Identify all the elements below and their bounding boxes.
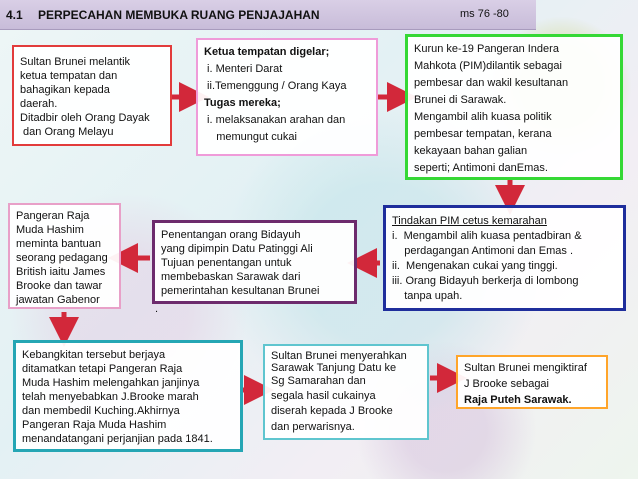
box5-line: yang dipimpin Datu Patinggi Ali [161, 243, 313, 255]
box-pangeran-raja-muda [8, 203, 121, 309]
box6-line: meminta bantuan [16, 238, 101, 250]
box6-line: Brooke dan tawar [16, 280, 103, 292]
box8-line: Sg Samarahan dan [271, 375, 366, 387]
box4-line: iii. Orang Bidayuh berkerja di lombong [392, 275, 579, 287]
box-tindakan-pim [383, 205, 626, 311]
box-raja-puteh [456, 355, 608, 409]
box7-line: menandatangani perjanjian pada 1841. [22, 433, 213, 445]
box5-trailing-dot: . [155, 303, 159, 315]
box-ketua-tempatan [196, 38, 378, 156]
box2-heading: Tugas mereka; [204, 97, 281, 109]
box4-heading: Tindakan PIM cetus kemarahan [392, 215, 547, 227]
box7-line: Muda Hashim melengahkan janjinya [22, 377, 200, 389]
box6-line: Muda Hashim [16, 224, 84, 236]
box9-highlight-line: Raja Puteh Sarawak. [464, 394, 572, 406]
box3-line: pembesar dan wakil kesultanan [414, 77, 569, 89]
box9-line: Sultan Brunei mengiktiraf [464, 362, 587, 374]
box-kebangkitan [13, 340, 243, 452]
box1-line: bahagikan kepada [20, 84, 110, 96]
box3-line: Mengambil alih kuasa politik [414, 111, 552, 123]
box8-line: diserah kepada J Brooke [271, 405, 393, 417]
box-penentangan-bidayuh [152, 220, 357, 304]
box1-line: Sultan Brunei melantik [20, 56, 131, 68]
box2-line: ii.Temenggung / Orang Kaya [204, 80, 347, 92]
box7-line: Pangeran Raja Muda Hashim [22, 419, 167, 431]
box5-line: Tujuan penentangan untuk [161, 257, 292, 269]
box8-line: dan perwarisnya. [271, 421, 355, 433]
page-reference: ms 76 -80 [460, 8, 509, 20]
box-sultan-melantik [12, 45, 172, 146]
box-kurun-19 [405, 34, 623, 180]
box7-line: ditamatkan tetapi Pangeran Raja [22, 363, 183, 375]
box4-line: ii. Mengenakan cukai yang tinggi. [392, 260, 558, 272]
box8-line: Sarawak Tanjung Datu ke [271, 362, 397, 374]
box3-line: Mahkota (PIM)dilantik sebagai [414, 60, 562, 72]
box6-line: seorang pedagang [16, 252, 108, 264]
box5-line: Penentangan orang Bidayuh [161, 229, 301, 241]
box1-line: ketua tempatan dan [20, 70, 118, 82]
box-sultan-menyerahkan [263, 344, 429, 440]
box3-line: seperti; Antimoni danEmas. [414, 162, 548, 174]
box7-line: dan membedil Kuching.Akhirnya [22, 405, 180, 417]
box8-line: segala hasil cukainya [271, 390, 376, 402]
box2-line: i. Menteri Darat [204, 63, 283, 75]
box3-line: Kurun ke-19 Pangeran Indera [414, 43, 559, 55]
box1-line: daerah. [20, 98, 58, 110]
box5-line: membebaskan Sarawak dari [161, 271, 301, 283]
box6-line: Pangeran Raja [16, 210, 90, 222]
box3-line: pembesar tempatan, kerana [414, 128, 552, 140]
box9-line: J Brooke sebagai [464, 378, 549, 390]
box3-line: Brunei di Sarawak. [414, 94, 507, 106]
box1-line: dan Orang Melayu [20, 126, 114, 138]
box1-line: Ditadbir oleh Orang Dayak [20, 112, 150, 124]
box4-line: perdagangan Antimoni dan Emas . [392, 245, 574, 257]
box4-line: tanpa upah. [392, 290, 463, 302]
box3-line: kekayaan bahan galian [414, 145, 528, 157]
section-number: 4.1 [6, 8, 23, 22]
page-title: PERPECAHAN MEMBUKA RUANG PENJAJAHAN [38, 8, 320, 22]
box2-line: memungut cukai [204, 131, 297, 143]
box4-line: i. Mengambil alih kuasa pentadbiran & [392, 230, 582, 242]
box6-line: British iaitu James [16, 266, 106, 278]
box7-line: telah menyebabkan J.Brooke marah [22, 391, 199, 403]
box2-heading: Ketua tempatan digelar; [204, 46, 330, 58]
box5-line: pemerintahan kesultanan Brunei [161, 285, 320, 297]
box2-line: i. melaksanakan arahan dan [204, 114, 346, 126]
box7-line: Kebangkitan tersebut berjaya [22, 349, 166, 361]
box8-line: Sultan Brunei menyerahkan [271, 350, 407, 362]
box6-line: jawatan Gabenor [16, 294, 100, 306]
